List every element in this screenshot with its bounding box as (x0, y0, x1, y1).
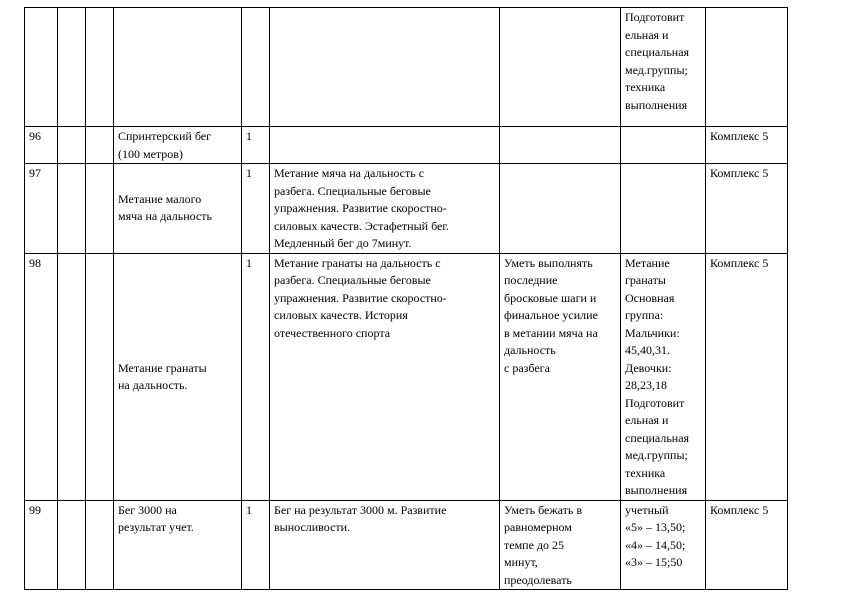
lesson-hours: 1 (242, 164, 270, 254)
table-row (25, 253, 788, 500)
lesson-homework: Комплекс 5 (706, 127, 788, 164)
lesson-homework (706, 8, 788, 127)
lesson-skills (500, 164, 621, 254)
lesson-homework: Комплекс 5 (706, 500, 788, 590)
empty-cell (86, 127, 114, 164)
lesson-norms (621, 164, 706, 254)
lesson-number (25, 8, 58, 127)
lesson-norms (621, 127, 706, 164)
table-row (25, 8, 788, 127)
lesson-skills: Уметь бежать в равномерном темпе до 25 минут, преодолевать (500, 500, 621, 590)
lesson-norms: Метание гранаты Основная группа: Мальчики: 45,40,31. Девочки: 28,23,18 Подготовит ельная и специальная мед.группы; техника выполнения (621, 253, 706, 500)
lesson-homework: Комплекс 5 (706, 164, 788, 254)
empty-cell (86, 164, 114, 254)
lesson-skills (500, 8, 621, 127)
empty-cell (58, 253, 86, 500)
lesson-norms: учетный «5» – 13,50; «4» – 14,50; «3» – 15;50 (621, 500, 706, 590)
lesson-topic-text: Метание малого мяча на дальность (118, 191, 212, 224)
lesson-topic-text: Метание гранаты на дальность. (118, 360, 207, 392)
lesson-skills (500, 127, 621, 164)
lesson-content: Бег на результат 3000 м. Развитие выносливости. (270, 500, 500, 590)
lesson-topic (114, 253, 242, 500)
lesson-topic (114, 8, 242, 127)
empty-cell (58, 8, 86, 127)
lesson-content (270, 8, 500, 127)
lesson-number: 97 (25, 164, 58, 254)
table-row (25, 164, 788, 254)
empty-cell (58, 127, 86, 164)
lesson-content: Метание гранаты на дальность с разбега. Специальные беговые упражнения. Развитие скоростно- силовых качеств. История отечественного спорта (270, 253, 500, 500)
lesson-skills: Уметь выполнять последние бросковые шаги и финальное усилие в метании мяча на дальность с разбега (500, 253, 621, 500)
lesson-hours: 1 (242, 253, 270, 500)
empty-cell (86, 253, 114, 500)
lesson-content (270, 127, 500, 164)
lesson-number: 96 (25, 127, 58, 164)
table-row (25, 127, 788, 164)
lesson-homework: Комплекс 5 (706, 253, 788, 500)
table-row (25, 500, 788, 590)
lesson-topic (114, 164, 242, 254)
lesson-number: 98 (25, 253, 58, 500)
lesson-hours: 1 (242, 500, 270, 590)
empty-cell (58, 164, 86, 254)
empty-cell (86, 500, 114, 590)
empty-cell (58, 500, 86, 590)
lesson-content: Метание мяча на дальность с разбега. Специальные беговые упражнения. Развитие скоростно- силовых качеств. Эстафетный бег. Медленный бег до 7минут. (270, 164, 500, 254)
lesson-topic: Бег 3000 на результат учет. (114, 500, 242, 590)
lesson-topic: Спринтерский бег (100 метров) (114, 127, 242, 164)
lesson-plan-table (24, 7, 788, 590)
empty-cell (86, 8, 114, 127)
lesson-hours (242, 8, 270, 127)
lesson-hours: 1 (242, 127, 270, 164)
lesson-number: 99 (25, 500, 58, 590)
lesson-norms: Подготовит ельная и специальная мед.группы; техника выполнения (621, 8, 706, 127)
